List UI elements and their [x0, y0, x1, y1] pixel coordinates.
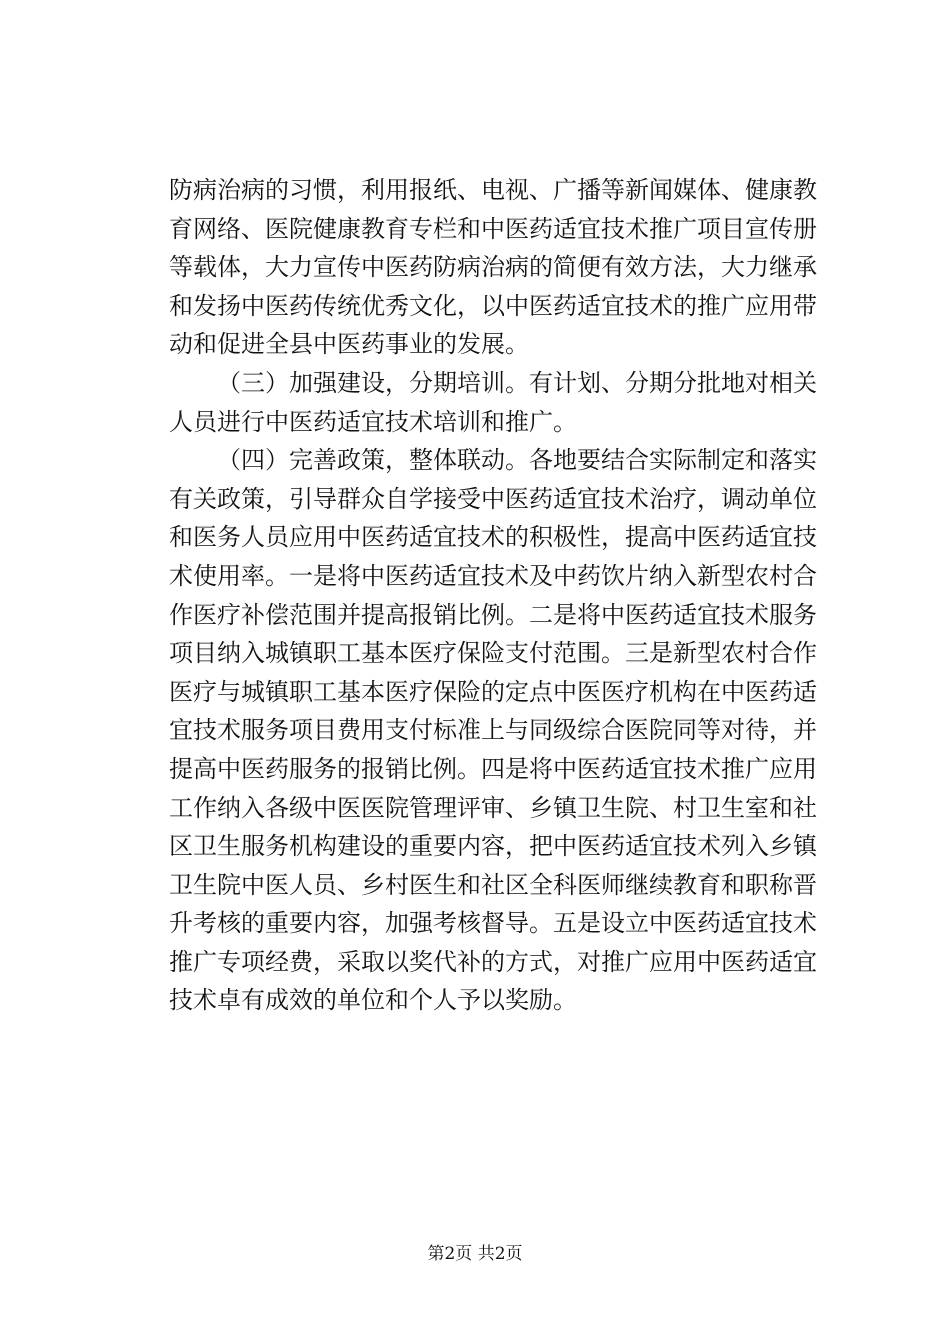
body-text-line: 和医务人员应用中医药适宜技术的积极性，提高中医药适宜技	[169, 523, 817, 552]
body-text-line: 人员进行中医药适宜技术培训和推广。	[169, 407, 577, 436]
body-text-line: 工作纳入各级中医医院管理评审、乡镇卫生院、村卫生室和社	[169, 793, 817, 822]
body-text-line: 动和促进全县中医药事业的发展。	[169, 330, 529, 359]
body-text-line: 术使用率。一是将中医药适宜技术及中药饮片纳入新型农村合	[169, 561, 817, 590]
body-text-line: 区卫生服务机构建设的重要内容，把中医药适宜技术列入乡镇	[169, 832, 817, 861]
body-text-line: 提高中医药服务的报销比例。四是将中医药适宜技术推广应用	[169, 754, 817, 783]
body-text-line: 医疗与城镇职工基本医疗保险的定点中医医疗机构在中医药适	[169, 677, 817, 706]
body-text-line: 作医疗补偿范围并提高报销比例。二是将中医药适宜技术服务	[169, 600, 817, 629]
document-body	[169, 171, 817, 1020]
body-text-line: 推广专项经费，采取以奖代补的方式，对推广应用中医药适宜	[169, 947, 817, 976]
section-three-heading-line: （三）加强建设，分期培训。有计划、分期分批地对相关	[217, 368, 817, 397]
body-text-line: 有关政策，引导群众自学接受中医药适宜技术治疗，调动单位	[169, 484, 817, 513]
body-text-line: 等载体，大力宣传中医药防病治病的简便有效方法，大力继承	[169, 253, 817, 282]
body-text-line: 卫生院中医人员、乡村医生和社区全科医师继续教育和职称晋	[169, 870, 817, 899]
body-text-line: 升考核的重要内容，加强考核督导。五是设立中医药适宜技术	[169, 909, 817, 938]
section-four-heading-line: （四）完善政策，整体联动。各地要结合实际制定和落实	[217, 446, 817, 475]
body-text-line: 防病治病的习惯，利用报纸、电视、广播等新闻媒体、健康教	[169, 176, 817, 204]
page-number-footer: 第2页 共2页	[427, 1244, 523, 1264]
body-text-line: 育网络、医院健康教育专栏和中医药适宜技术推广项目宣传册	[169, 214, 817, 243]
body-text-line: 宜技术服务项目费用支付标准上与同级综合医院同等对待，并	[169, 716, 817, 745]
body-text-line: 和发扬中医药传统优秀文化，以中医药适宜技术的推广应用带	[169, 291, 817, 320]
body-text-line: 项目纳入城镇职工基本医疗保险支付范围。三是新型农村合作	[169, 639, 817, 668]
body-text-line: 技术卓有成效的单位和个人予以奖励。	[169, 986, 577, 1015]
